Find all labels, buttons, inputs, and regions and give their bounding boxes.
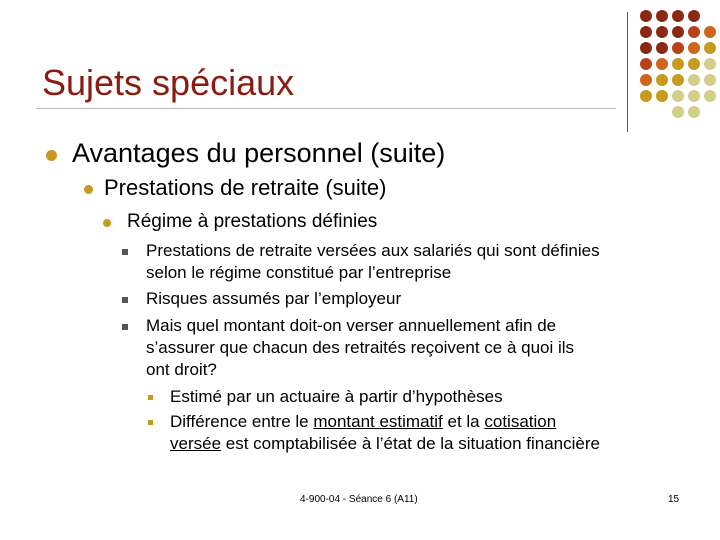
dot-icon <box>704 58 716 70</box>
slide-title: Sujets spéciaux <box>42 62 295 103</box>
sub2-line2 <box>170 432 600 456</box>
dot-icon <box>640 90 652 102</box>
decorative-dot-grid <box>638 8 718 128</box>
bullet-icon <box>46 150 57 161</box>
dot-icon <box>672 74 684 86</box>
title-divider <box>36 108 616 109</box>
level1-text: Avantages du personnel (suite) <box>72 138 446 168</box>
sub2-text-c: et la <box>442 412 485 431</box>
dot-icon <box>672 90 684 102</box>
sub2-text-a: Différence entre le <box>170 412 314 431</box>
dot-icon <box>656 74 668 86</box>
dot-icon <box>656 10 668 22</box>
bullet-icon <box>84 185 93 194</box>
dot-icon <box>640 58 652 70</box>
dot-icon <box>656 26 668 38</box>
bullet3-line1: Mais quel montant doit-on verser annuellement afin de <box>146 316 557 335</box>
dot-icon <box>672 42 684 54</box>
dot-icon <box>656 42 668 54</box>
bullet3-line3: ont droit? <box>146 360 217 379</box>
dot-icon <box>640 10 652 22</box>
square-bullet-icon <box>148 420 153 425</box>
dot-icon <box>704 26 716 38</box>
dot-icon <box>672 10 684 22</box>
bullet3-line2: s’assurer que chacun des retraités reçoivent ce à quoi ils <box>146 338 575 357</box>
sub1-text: Estimé par un actuaire à partir d’hypothèses <box>170 387 503 406</box>
decorative-vertical-line <box>627 12 628 132</box>
sub2-cotisation: cotisation <box>484 412 557 431</box>
page-number: 15 <box>668 494 680 505</box>
dot-icon <box>640 74 652 86</box>
square-bullet-icon <box>122 249 128 255</box>
square-bullet-icon <box>148 395 153 400</box>
dot-icon <box>688 42 700 54</box>
dot-icon <box>672 26 684 38</box>
sub2-montant-estimatif: montant estimatif <box>313 412 443 431</box>
sub2-versee: versée <box>170 434 222 453</box>
sub2-line1 <box>170 410 556 434</box>
dot-icon <box>688 26 700 38</box>
dot-icon <box>704 42 716 54</box>
footer-course: 4-900-04 - Séance 6 (A11) <box>300 494 418 505</box>
bullet1-line2: selon le régime constitué par l’entreprise <box>146 263 452 282</box>
dot-icon <box>656 90 668 102</box>
dot-icon <box>688 90 700 102</box>
dot-icon <box>688 10 700 22</box>
dot-icon <box>688 106 700 118</box>
square-bullet-icon <box>122 324 128 330</box>
dot-icon <box>688 58 700 70</box>
dot-icon <box>640 26 652 38</box>
bullet1-line1: Prestations de retraite versées aux salariés qui sont définies <box>146 241 600 260</box>
sub2-text-f: est comptabilisée à l’état de la situation financière <box>221 434 600 453</box>
bullet2-text: Risques assumés par l’employeur <box>146 289 402 308</box>
level3-text: Régime à prestations définies <box>127 211 378 232</box>
square-bullet-icon <box>122 297 128 303</box>
dot-icon <box>672 106 684 118</box>
dot-icon <box>656 58 668 70</box>
dot-icon <box>704 90 716 102</box>
dot-icon <box>688 74 700 86</box>
dot-icon <box>640 42 652 54</box>
dot-icon <box>672 58 684 70</box>
bullet-icon <box>103 219 111 227</box>
level2-text: Prestations de retraite (suite) <box>104 175 387 200</box>
dot-icon <box>704 74 716 86</box>
